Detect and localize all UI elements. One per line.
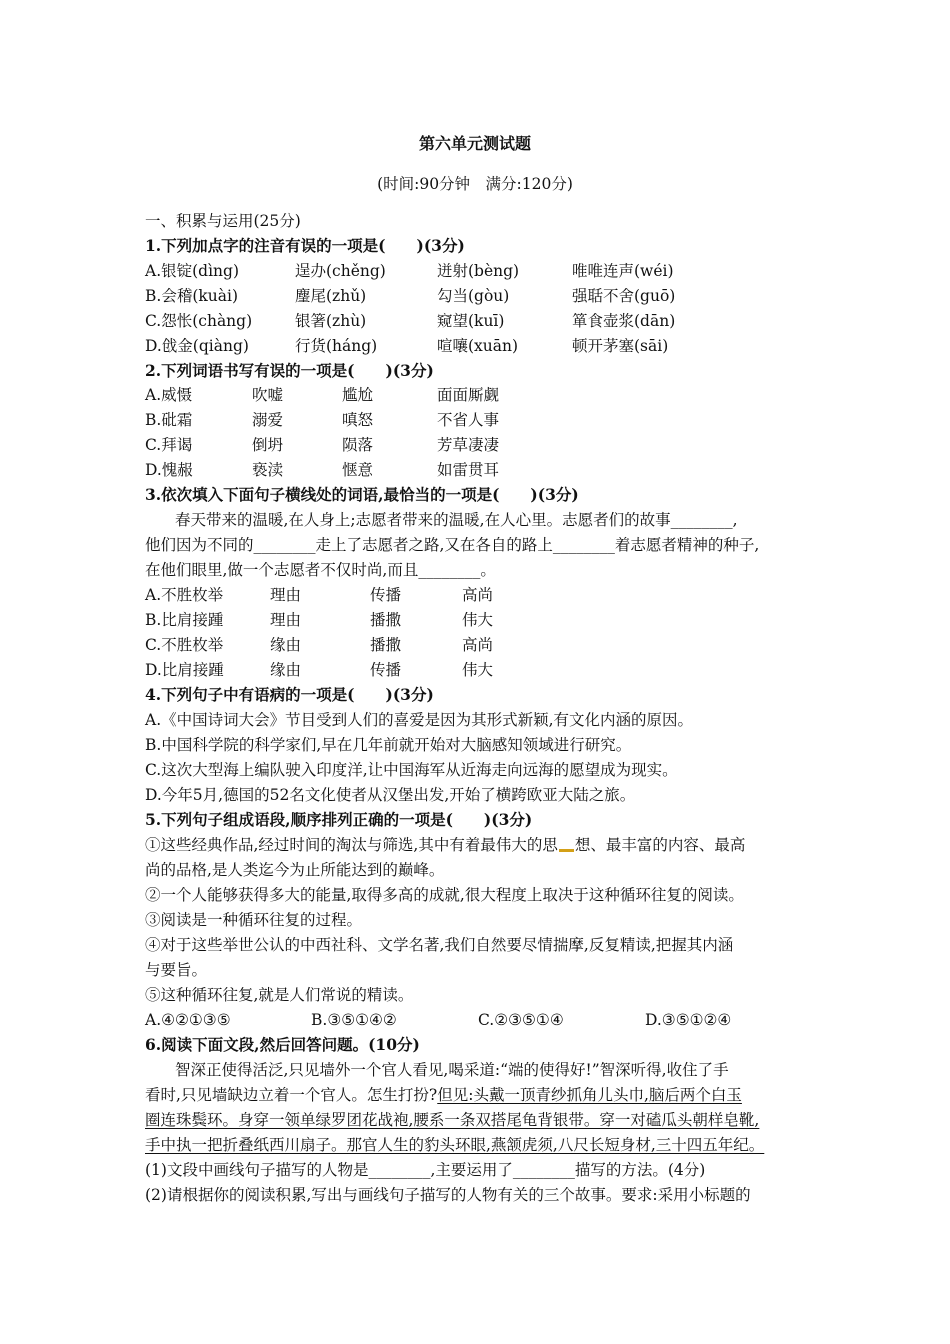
option-cell: B.比肩接踵 [145, 611, 224, 629]
option-cell: 伟大 [462, 661, 494, 679]
option-cell: 理由 [270, 586, 302, 604]
option-d: D.③⑤①②④ [645, 1011, 732, 1029]
question-5-sentence: ①这些经典作品,经过时间的淘汰与筛选,其中有着最伟大的思 想、最丰富的内容、最高 [145, 836, 746, 854]
option-cell: 芳草凄凄 [437, 436, 500, 454]
option-cell: 传播 [370, 661, 402, 679]
option-cell: 银箸(zhù) [295, 312, 367, 330]
option-cell: 高尚 [462, 586, 494, 604]
option-cell: 嗔怒 [342, 411, 374, 429]
option-cell: 尴尬 [342, 386, 374, 404]
option-cell: C.怨怅(chàng) [145, 312, 253, 330]
option-cell: 播撒 [370, 611, 402, 629]
option-cell: 吹嘘 [252, 386, 284, 404]
option-cell: 迸射(bèng) [437, 262, 520, 280]
question-5-stem: 5.下列句子组成语段,顺序排列正确的一项是( )(3分) [145, 810, 533, 829]
option-cell: 缘由 [270, 661, 302, 679]
underlined-text: 圈连珠鬓环。身穿一领单绿罗团花战袍,腰系一条双搭尾龟背银带。穿一对磕瓜头朝样皂靴, [145, 1111, 760, 1129]
passage-line: 看时,只见墙缺边立着一个官人。怎生打扮?但见:头戴一顶青纱抓角儿头巾,脑后两个白玉 [145, 1086, 742, 1104]
option-cell: 理由 [270, 611, 302, 629]
question-4-option: B.中国科学院的科学家们,早在几年前就开始对大脑感知领域进行研究。 [145, 736, 632, 754]
option-cell: 喧嚷(xuān) [437, 337, 519, 355]
option-cell: 缘由 [270, 636, 302, 654]
option-cell: 惬意 [342, 461, 374, 479]
question-3-passage-line: 在他们眼里,做一个志愿者不仅时尚,而且________。 [145, 561, 496, 579]
option-cell: B.砒霜 [145, 411, 193, 429]
option-cell: 亵渎 [252, 461, 284, 479]
option-cell: 伟大 [462, 611, 494, 629]
option-cell: D.比肩接踵 [145, 661, 224, 679]
option-cell: C.不胜枚举 [145, 636, 224, 654]
underlined-text: 但见:头戴一顶青纱抓角儿头巾,脑后两个白玉 [437, 1086, 742, 1104]
sub-question-1: (1)文段中画线句子描写的人物是________,主要运用了________描写的方法。(4分) [145, 1161, 706, 1179]
option-cell: 逞办(chěng) [295, 262, 386, 280]
question-5-sentence: ⑤这种循环往复,就是人们常说的精读。 [145, 986, 414, 1004]
question-5-sentence: ③阅读是一种循环往复的过程。 [145, 911, 363, 929]
option-cell: 不省人事 [437, 411, 500, 429]
option-a: A.④②①③⑤ [145, 1011, 231, 1029]
question-1-stem: 1.下列加点字的注音有误的一项是( )(3分) [145, 236, 465, 255]
question-4-stem: 4.下列句子中有语病的一项是( )(3分) [145, 685, 434, 704]
question-3-passage-line: 春天带来的温暖,在人身上;志愿者带来的温暖,在人心里。志愿者们的故事________, [175, 511, 738, 529]
option-cell: D.愧赧 [145, 461, 193, 479]
question-6-stem: 6.阅读下面文段,然后回答问题。(10分) [145, 1035, 420, 1054]
option-cell: 唯唯连声(wéi) [572, 262, 674, 280]
option-cell: C.拜谒 [145, 436, 193, 454]
question-2-stem: 2.下列词语书写有误的一项是( )(3分) [145, 361, 434, 380]
question-4-option: A.《中国诗词大会》节目受到人们的喜爱是因为其形式新颖,有文化内涵的原因。 [145, 711, 694, 729]
question-3-passage-line: 他们因为不同的________走上了志愿者之路,又在各自的路上________着志愿者精神的种子, [145, 536, 760, 554]
question-5-sentence: 尚的品格,是人类迄今为止所能达到的巅峰。 [145, 861, 445, 879]
option-cell: 麈尾(zhǔ) [295, 287, 367, 305]
option-cell: 如雷贯耳 [437, 461, 500, 479]
question-5-sentence: ④对于这些举世公认的中西社科、文学名著,我们自然要尽情揣摩,反复精读,把握其内涵 [145, 936, 734, 954]
sub-question-2: (2)请根据你的阅读积累,写出与画线句子描写的人物有关的三个故事。要求:采用小标题的 [145, 1186, 751, 1204]
option-cell: 播撒 [370, 636, 402, 654]
option-cell: 行货(háng) [295, 337, 378, 355]
option-cell: 溺爱 [252, 411, 284, 429]
option-cell: A.威慑 [145, 386, 193, 404]
option-cell: A.不胜枚举 [145, 586, 224, 604]
option-cell: 陨落 [342, 436, 374, 454]
question-5-sentence: 与要旨。 [145, 961, 208, 979]
option-cell: 高尚 [462, 636, 494, 654]
option-cell: 箪食壶浆(dān) [572, 312, 676, 330]
option-c: C.②③⑤①④ [478, 1011, 564, 1029]
question-4-option: C.这次大型海上编队驶入印度洋,让中国海军从近海走向远海的愿望成为现实。 [145, 761, 678, 779]
option-b: B.③⑤①④② [311, 1011, 397, 1029]
option-cell: 强聒不舍(guō) [572, 287, 676, 305]
highlight-mark [559, 849, 574, 852]
question-3-stem: 3.依次填入下面句子横线处的词语,最恰当的一项是( )(3分) [145, 485, 579, 504]
option-cell: 倒坍 [252, 436, 284, 454]
exam-info: (时间:90分钟 满分:120分) [377, 175, 573, 193]
option-cell: 窥望(kuī) [437, 312, 505, 330]
option-cell: D.戗金(qiàng) [145, 337, 249, 355]
page-title: 第六单元测试题 [418, 134, 531, 153]
option-cell: 顿开茅塞(sāi) [572, 337, 669, 355]
section-heading: 一、积累与运用(25分) [145, 212, 301, 230]
option-cell: 面面厮觑 [437, 386, 500, 404]
question-4-option: D.今年5月,德国的52名文化使者从汉堡出发,开始了横跨欧亚大陆之旅。 [145, 786, 636, 804]
question-5-sentence: ②一个人能够获得多大的能量,取得多高的成就,很大程度上取决于这种循环往复的阅读。 [145, 886, 744, 904]
option-cell: A.银锭(dìng) [145, 262, 239, 280]
option-cell: 传播 [370, 586, 402, 604]
passage-line: 智深正使得活泛,只见墙外一个官人看见,喝采道:“端的使得好!”智深听得,收住了手 [175, 1061, 729, 1079]
option-cell: 勾当(gòu) [437, 287, 510, 305]
option-cell: B.会稽(kuài) [145, 287, 238, 305]
underlined-text: 手中执一把折叠纸西川扇子。那官人生的豹头环眼,燕颔虎须,八尺长短身材,三十四五年纪。 [145, 1136, 765, 1154]
